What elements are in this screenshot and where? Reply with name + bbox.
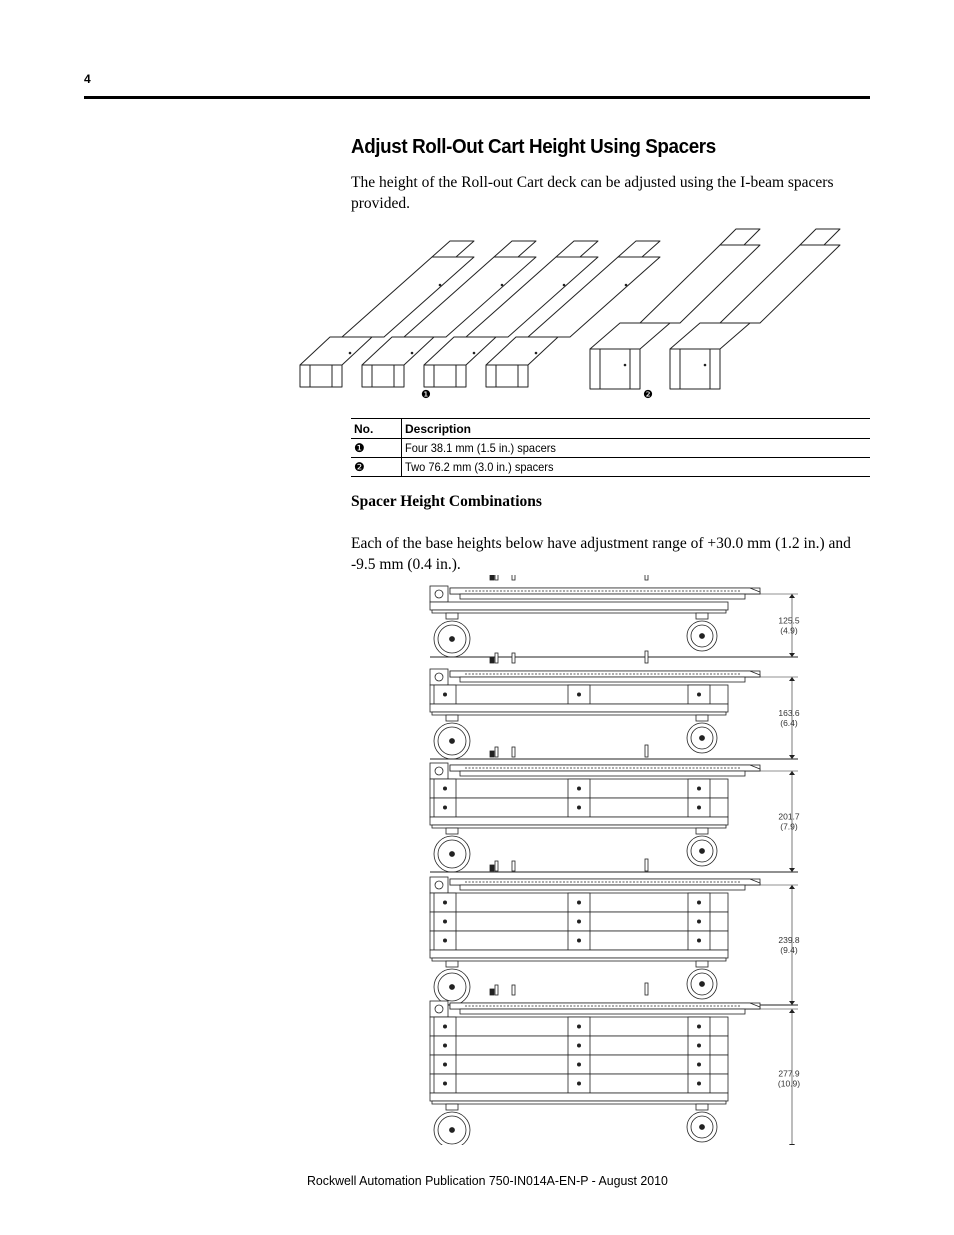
row-number: ❶ [351,439,402,458]
height-in-label: (7.9) [780,821,798,832]
height-in-label: (10.9) [777,1078,801,1089]
height-mm-label: 201.7 [778,811,800,822]
cart-height-figure [420,575,820,1145]
cart-drawing [430,745,760,872]
col-header-no: No. [351,419,402,439]
intro-paragraph: The height of the Roll-out Cart deck can be adjusted using the I-beam spacers provided. [351,174,834,212]
col-header-description: Description [402,419,871,439]
table-row [351,458,870,477]
combinations-title: Spacer Height Combinations [351,493,542,510]
height-in-label: (9.4) [780,945,798,955]
spacer-illustration [290,225,870,405]
tall-spacer-2 [670,229,840,389]
table-header-row [351,419,870,439]
height-in-label: (6.4) [780,718,798,728]
row-description: Four 38.1 mm (1.5 in.) spacers [405,441,556,455]
combinations-paragraph: Each of the base heights below have adjustment range of +30.0 mm (1.2 in.) and -9.5 mm (0.4 in.). [351,535,851,573]
section-title: Adjust Roll-Out Cart Height Using Spacers [351,136,716,158]
row-description: Two 76.2 mm (3.0 in.) spacers [405,460,554,474]
height-in-label: (4.9) [780,625,798,636]
header-rule [84,96,870,99]
page-number: 4 [84,72,91,86]
table-row [351,439,870,458]
cart-drawing [430,651,760,759]
cart-drawing [430,575,760,657]
cart-drawing [430,983,760,1145]
row-number: ❷ [351,458,402,477]
height-mm-label: 277.9 [778,1068,800,1079]
callout-2: ❷ [643,388,653,401]
height-mm-label: 239.8 [778,935,800,945]
callout-1: ❶ [421,388,431,401]
cart-drawing [430,859,760,1005]
page-footer: Rockwell Automation Publication 750-IN014A-EN-P - August 2010 [307,1173,668,1188]
spacer-table [351,418,870,477]
height-mm-label: 125.5 [778,615,800,626]
height-mm-label: 163.6 [778,708,800,718]
